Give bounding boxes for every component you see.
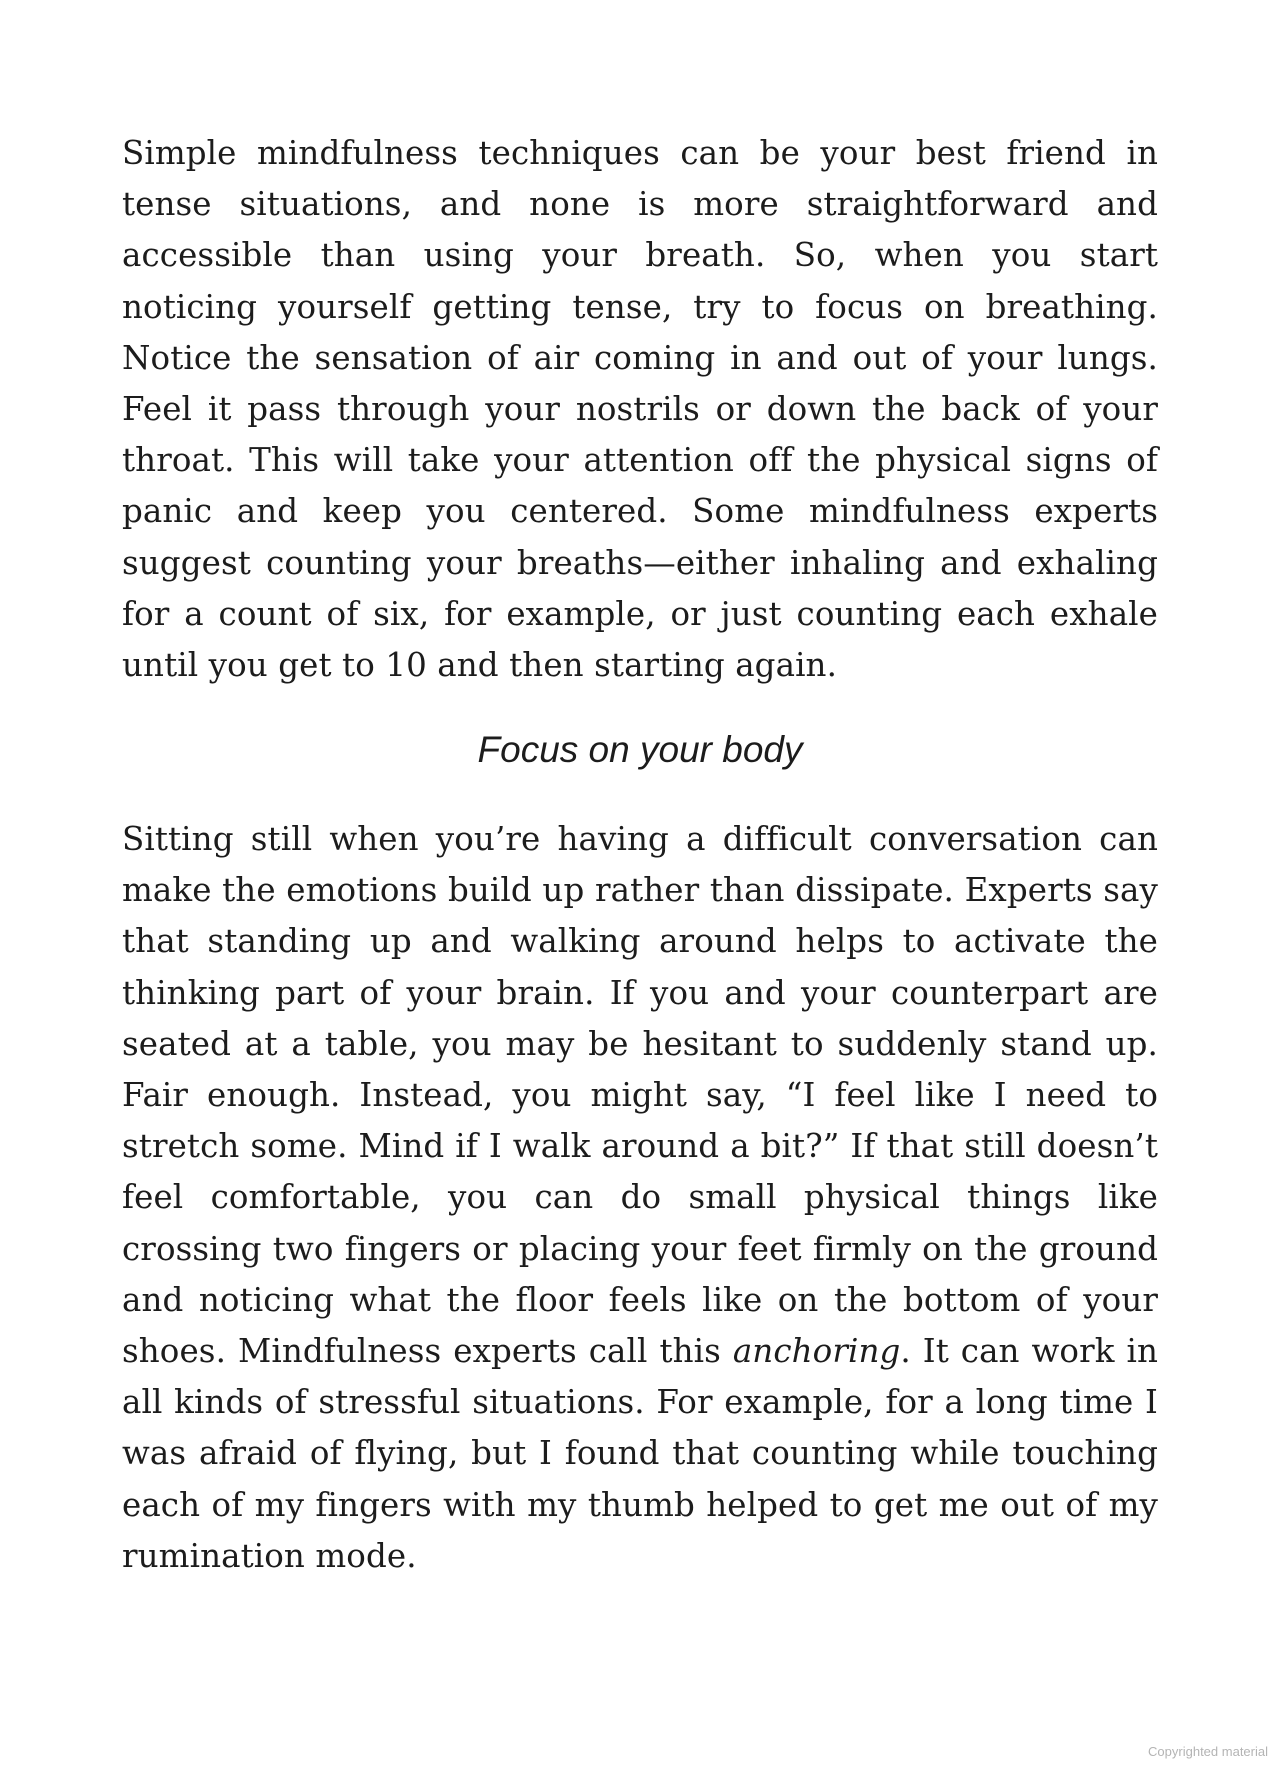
section-heading: Focus on your body bbox=[477, 729, 803, 770]
paragraph-text-part-2: . It can work in all kinds of stressful situations. For example, for a long time I was afraid of flying, but I found that counting while touching each of my fingers with my thumb helped to get me out of my rumination mode. bbox=[122, 1332, 1158, 1575]
paragraph-breathing: Simple mindfulness techniques can be your best friend in tense situations, and none is more straightforward and accessible than using your breath. So, when you start noticing yourself getting tense, try to focus on breathing. Notice the sensation of air coming in and out of your lungs. Feel it pass through your nostrils or down the back of your throat. This will take your attention off the physical signs of panic and keep you centered. Some mindfulness experts suggest counting your breaths—either inhaling and exhaling for a count of six, for example, or just counting each exhale until you get to 10 and then starting again. bbox=[122, 134, 1158, 685]
copyright-watermark: Copyrighted material bbox=[1148, 1744, 1268, 1759]
emphasized-term: anchoring bbox=[732, 1332, 901, 1371]
paragraph-text-part-1: Sitting still when you’re having a difficult conversation can make the emotions build up rather than dissipate. Experts say that standing up and walking around helps to activate the thinking part of your brain. If you and your counterpart are seated at a table, you may be hesitant to suddenly stand up. Fair enough. Instead, you might say, “I feel like I need to stretch some. Mind if I walk around a bit?” If that still doesn’t feel comfortable, you can do small physical things like crossing two fingers or placing your feet firmly on the ground and noticing what the floor feels like on the bottom of your shoes. Mindfulness experts call this bbox=[122, 820, 1158, 1371]
paragraph-body-focus bbox=[122, 814, 1158, 1582]
